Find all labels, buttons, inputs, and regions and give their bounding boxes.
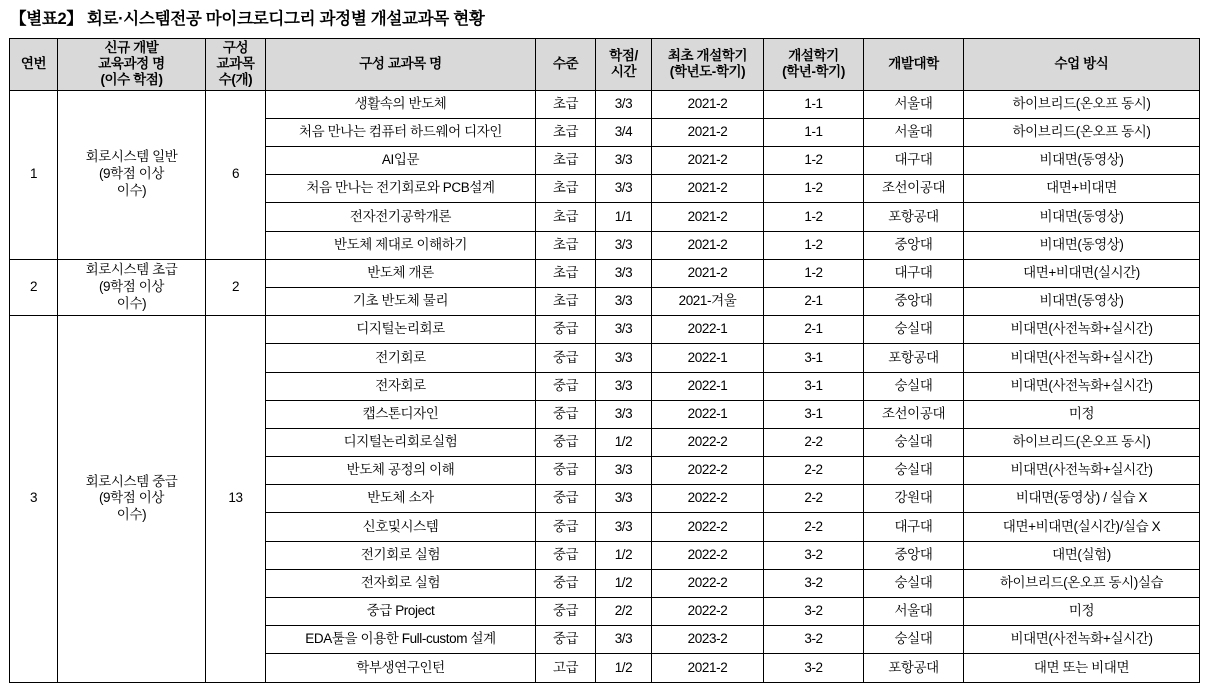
cell-course-name xyxy=(58,316,206,682)
cell-open-term: 2-2 xyxy=(764,457,864,485)
cell-class-method: 비대면(사전녹화+실시간) xyxy=(964,457,1200,485)
cell-first-term: 2022-2 xyxy=(652,457,764,485)
cell-class-method: 비대면(동영상) xyxy=(964,231,1200,259)
cell-level: 고급 xyxy=(536,654,596,682)
cell-class-method: 대면+비대면(실시간) xyxy=(964,259,1200,287)
cell-class-method: 미정 xyxy=(964,598,1200,626)
course-name-line: 이수) xyxy=(116,183,147,199)
table-row xyxy=(10,90,1200,118)
cell-university: 서울대 xyxy=(864,598,964,626)
cell-level: 초급 xyxy=(536,90,596,118)
cell-open-term: 3-2 xyxy=(764,654,864,682)
cell-credit-hours: 3/3 xyxy=(596,513,652,541)
cell-first-term: 2021-2 xyxy=(652,118,764,146)
cell-university: 숭실대 xyxy=(864,457,964,485)
cell-credit-hours: 3/3 xyxy=(596,287,652,315)
cell-university: 중앙대 xyxy=(864,231,964,259)
cell-level: 중급 xyxy=(536,344,596,372)
header-line: 구성 xyxy=(222,40,249,56)
cell-credit-hours: 2/2 xyxy=(596,598,652,626)
cell-subject-name: 반도체 제대로 이해하기 xyxy=(266,231,536,259)
header-line: 개발대학 xyxy=(888,56,939,72)
header-line: 최초 개설학기 xyxy=(667,48,748,64)
header-no xyxy=(10,39,58,91)
cell-university: 숭실대 xyxy=(864,626,964,654)
cell-level: 중급 xyxy=(536,598,596,626)
cell-first-term: 2022-2 xyxy=(652,541,764,569)
cell-open-term: 3-2 xyxy=(764,541,864,569)
cell-university: 중앙대 xyxy=(864,541,964,569)
cell-subject-name: 전기회로 실험 xyxy=(266,541,536,569)
cell-first-term: 2022-1 xyxy=(652,400,764,428)
cell-subject-name: 캡스톤디자인 xyxy=(266,400,536,428)
header-subject-count xyxy=(206,39,266,91)
cell-subject-count: 2 xyxy=(206,259,266,315)
cell-university: 중앙대 xyxy=(864,287,964,315)
cell-first-term: 2021-2 xyxy=(652,231,764,259)
cell-subject-name: 디지털논리회로실험 xyxy=(266,428,536,456)
header-course-name xyxy=(58,39,206,91)
header-line: 구성 교과목 명 xyxy=(359,56,442,72)
cell-open-term: 3-1 xyxy=(764,344,864,372)
cell-course-name xyxy=(58,90,206,259)
cell-no: 3 xyxy=(10,316,58,682)
cell-class-method: 하이브리드(온오프 동시) xyxy=(964,118,1200,146)
cell-level: 중급 xyxy=(536,428,596,456)
cell-university: 대구대 xyxy=(864,259,964,287)
table-row xyxy=(10,259,1200,287)
cell-first-term: 2022-1 xyxy=(652,372,764,400)
cell-first-term: 2021-겨울 xyxy=(652,287,764,315)
cell-university: 숭실대 xyxy=(864,372,964,400)
cell-level: 중급 xyxy=(536,457,596,485)
header-line: 교육과정 명 xyxy=(98,56,165,72)
cell-open-term: 1-2 xyxy=(764,203,864,231)
cell-first-term: 2023-2 xyxy=(652,626,764,654)
cell-open-term: 1-2 xyxy=(764,147,864,175)
cell-class-method: 비대면(동영상) xyxy=(964,203,1200,231)
cell-level: 초급 xyxy=(536,175,596,203)
cell-credit-hours: 1/2 xyxy=(596,654,652,682)
cell-subject-name: EDA툴을 이용한 Full-custom 설계 xyxy=(266,626,536,654)
cell-level: 초급 xyxy=(536,203,596,231)
cell-first-term: 2022-2 xyxy=(652,513,764,541)
cell-credit-hours: 1/2 xyxy=(596,569,652,597)
cell-credit-hours: 1/1 xyxy=(596,203,652,231)
cell-credit-hours: 1/2 xyxy=(596,541,652,569)
cell-credit-hours: 3/3 xyxy=(596,400,652,428)
cell-first-term: 2022-2 xyxy=(652,428,764,456)
cell-level: 중급 xyxy=(536,541,596,569)
cell-subject-name: 중급 Project xyxy=(266,598,536,626)
course-name-line: 회로시스템 중급 xyxy=(85,473,178,489)
cell-credit-hours: 3/3 xyxy=(596,90,652,118)
cell-credit-hours: 3/3 xyxy=(596,316,652,344)
cell-level: 중급 xyxy=(536,316,596,344)
course-name-line: 회로시스템 일반 xyxy=(85,149,178,165)
cell-first-term: 2022-2 xyxy=(652,485,764,513)
cell-no: 1 xyxy=(10,90,58,259)
header-first-term xyxy=(652,39,764,91)
cell-open-term: 1-2 xyxy=(764,231,864,259)
cell-subject-name: 디지털논리회로 xyxy=(266,316,536,344)
cell-credit-hours: 3/4 xyxy=(596,118,652,146)
cell-subject-count: 13 xyxy=(206,316,266,682)
course-name-line: 회로시스템 초급 xyxy=(85,262,178,278)
cell-subject-name: 반도체 소자 xyxy=(266,485,536,513)
cell-subject-name: 전자회로 xyxy=(266,372,536,400)
cell-credit-hours: 3/3 xyxy=(596,147,652,175)
header-line: 개설학기 xyxy=(788,48,839,64)
cell-open-term: 2-2 xyxy=(764,513,864,541)
course-name-line: (9학점 이상 xyxy=(98,490,165,506)
cell-subject-name: 반도체 개론 xyxy=(266,259,536,287)
cell-class-method: 비대면(동영상) / 실습 X xyxy=(964,485,1200,513)
cell-university: 서울대 xyxy=(864,90,964,118)
cell-subject-name: 기초 반도체 물리 xyxy=(266,287,536,315)
header-line: 수준 xyxy=(552,56,579,72)
cell-university: 숭실대 xyxy=(864,569,964,597)
cell-university: 대구대 xyxy=(864,147,964,175)
cell-no: 2 xyxy=(10,259,58,315)
cell-class-method: 대면(실험) xyxy=(964,541,1200,569)
cell-level: 중급 xyxy=(536,372,596,400)
cell-credit-hours: 3/3 xyxy=(596,457,652,485)
cell-university: 강원대 xyxy=(864,485,964,513)
course-table xyxy=(9,38,1200,683)
header-line: (학년-학기) xyxy=(782,64,845,80)
cell-credit-hours: 3/3 xyxy=(596,485,652,513)
header-line: (학년도-학기) xyxy=(669,64,746,80)
cell-level: 초급 xyxy=(536,287,596,315)
cell-subject-name: 전자전기공학개론 xyxy=(266,203,536,231)
cell-subject-name: 신호및시스템 xyxy=(266,513,536,541)
cell-university: 대구대 xyxy=(864,513,964,541)
cell-first-term: 2022-1 xyxy=(652,316,764,344)
header-line: 학점/ xyxy=(609,48,638,64)
cell-first-term: 2021-2 xyxy=(652,259,764,287)
cell-subject-count: 6 xyxy=(206,90,266,259)
cell-course-name xyxy=(58,259,206,315)
header-line: 연번 xyxy=(20,56,47,72)
cell-open-term: 3-2 xyxy=(764,626,864,654)
cell-class-method: 비대면(동영상) xyxy=(964,287,1200,315)
header-class-method xyxy=(964,39,1200,91)
header-university xyxy=(864,39,964,91)
course-name-line: (9학점 이상 xyxy=(98,166,165,182)
table-body xyxy=(10,90,1200,682)
cell-level: 중급 xyxy=(536,569,596,597)
cell-first-term: 2021-2 xyxy=(652,147,764,175)
cell-open-term: 2-2 xyxy=(764,485,864,513)
table-header xyxy=(10,39,1200,91)
cell-open-term: 2-2 xyxy=(764,428,864,456)
cell-class-method: 비대면(사전녹화+실시간) xyxy=(964,344,1200,372)
cell-university: 서울대 xyxy=(864,118,964,146)
cell-level: 중급 xyxy=(536,626,596,654)
cell-open-term: 2-1 xyxy=(764,287,864,315)
course-name-line: 이수) xyxy=(116,295,147,311)
cell-class-method: 대면+비대면(실시간)/실습 X xyxy=(964,513,1200,541)
cell-class-method: 대면 또는 비대면 xyxy=(964,654,1200,682)
header-line: (이수 학점) xyxy=(100,72,163,88)
cell-level: 중급 xyxy=(536,400,596,428)
header-line: 수업 방식 xyxy=(1054,56,1109,72)
cell-level: 중급 xyxy=(536,513,596,541)
header-credit-hours xyxy=(596,39,652,91)
cell-subject-name: 반도체 공정의 이해 xyxy=(266,457,536,485)
cell-class-method: 하이브리드(온오프 동시) xyxy=(964,90,1200,118)
cell-class-method: 비대면(사전녹화+실시간) xyxy=(964,372,1200,400)
cell-open-term: 2-1 xyxy=(764,316,864,344)
cell-subject-name: 전자회로 실험 xyxy=(266,569,536,597)
cell-subject-name: 처음 만나는 전기회로와 PCB설계 xyxy=(266,175,536,203)
cell-first-term: 2021-2 xyxy=(652,90,764,118)
cell-credit-hours: 3/3 xyxy=(596,626,652,654)
cell-subject-name: AI입문 xyxy=(266,147,536,175)
cell-first-term: 2021-2 xyxy=(652,203,764,231)
cell-open-term: 1-2 xyxy=(764,175,864,203)
cell-credit-hours: 1/2 xyxy=(596,428,652,456)
cell-subject-name: 처음 만나는 컴퓨터 하드웨어 디자인 xyxy=(266,118,536,146)
cell-first-term: 2022-1 xyxy=(652,344,764,372)
table-row xyxy=(10,316,1200,344)
header-level xyxy=(536,39,596,91)
cell-university: 숭실대 xyxy=(864,316,964,344)
table-header-row xyxy=(10,39,1200,91)
cell-university: 조선이공대 xyxy=(864,400,964,428)
cell-university: 조선이공대 xyxy=(864,175,964,203)
cell-university: 포항공대 xyxy=(864,203,964,231)
cell-credit-hours: 3/3 xyxy=(596,175,652,203)
cell-first-term: 2021-2 xyxy=(652,654,764,682)
header-line: 신규 개발 xyxy=(104,40,159,56)
cell-subject-name: 학부생연구인턴 xyxy=(266,654,536,682)
cell-university: 숭실대 xyxy=(864,428,964,456)
cell-first-term: 2021-2 xyxy=(652,175,764,203)
cell-level: 초급 xyxy=(536,231,596,259)
cell-open-term: 3-1 xyxy=(764,372,864,400)
cell-open-term: 1-2 xyxy=(764,259,864,287)
cell-class-method: 하이브리드(온오프 동시) xyxy=(964,428,1200,456)
cell-open-term: 3-2 xyxy=(764,598,864,626)
cell-first-term: 2022-2 xyxy=(652,569,764,597)
cell-first-term: 2022-2 xyxy=(652,598,764,626)
cell-class-method: 하이브리드(온오프 동시)실습 xyxy=(964,569,1200,597)
cell-credit-hours: 3/3 xyxy=(596,344,652,372)
cell-subject-name: 전기회로 xyxy=(266,344,536,372)
cell-open-term: 3-1 xyxy=(764,400,864,428)
course-name-line: 이수) xyxy=(116,507,147,523)
page-title: 【별표2】 회로·시스템전공 마이크로디그리 과정별 개설교과목 현황 xyxy=(10,10,485,28)
cell-university: 포항공대 xyxy=(864,344,964,372)
cell-level: 중급 xyxy=(536,485,596,513)
cell-open-term: 3-2 xyxy=(764,569,864,597)
cell-class-method: 비대면(사전녹화+실시간) xyxy=(964,626,1200,654)
cell-class-method: 미정 xyxy=(964,400,1200,428)
header-open-term xyxy=(764,39,864,91)
cell-class-method: 비대면(동영상) xyxy=(964,147,1200,175)
cell-credit-hours: 3/3 xyxy=(596,259,652,287)
cell-university: 포항공대 xyxy=(864,654,964,682)
course-name-line: (9학점 이상 xyxy=(98,279,165,295)
header-line: 수(개) xyxy=(218,72,253,88)
header-line: 교과목 xyxy=(216,56,255,72)
cell-credit-hours: 3/3 xyxy=(596,372,652,400)
cell-class-method: 대면+비대면 xyxy=(964,175,1200,203)
cell-level: 초급 xyxy=(536,147,596,175)
header-subject-name xyxy=(266,39,536,91)
header-line: 시간 xyxy=(610,64,637,80)
cell-subject-name: 생활속의 반도체 xyxy=(266,90,536,118)
cell-open-term: 1-1 xyxy=(764,118,864,146)
cell-credit-hours: 3/3 xyxy=(596,231,652,259)
cell-level: 초급 xyxy=(536,259,596,287)
cell-class-method: 비대면(사전녹화+실시간) xyxy=(964,316,1200,344)
cell-level: 초급 xyxy=(536,118,596,146)
cell-open-term: 1-1 xyxy=(764,90,864,118)
